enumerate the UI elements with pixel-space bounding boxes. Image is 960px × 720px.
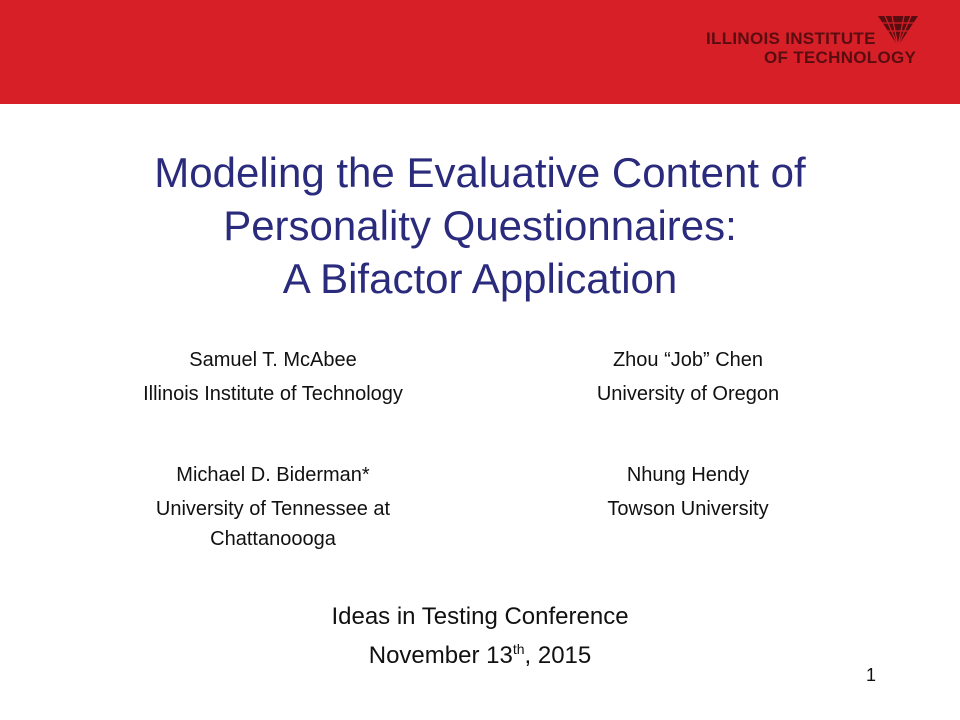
logo-text-line2: OF TECHNOLOGY	[764, 48, 917, 67]
author-name: Michael D. Biderman*	[176, 464, 370, 486]
conference-info	[180, 600, 780, 672]
slide-number: 1	[866, 665, 877, 685]
conference-date	[180, 633, 780, 672]
conference-name: Ideas in Testing Conference	[331, 603, 629, 630]
author-affiliation: University of Tennessee at Chattanoooga	[155, 498, 391, 550]
author-block	[508, 456, 868, 524]
author-block	[508, 341, 868, 409]
author-affiliation: University of Oregon	[596, 383, 780, 405]
date-ordinal: th	[512, 641, 525, 657]
author-affiliation: Towson University	[607, 498, 769, 520]
author-affiliation: Illinois Institute of Technology	[143, 383, 403, 405]
iit-logo	[706, 14, 952, 68]
author-name: Nhung Hendy	[626, 464, 750, 486]
author-name: Zhou “Job” Chen	[612, 349, 764, 371]
author-block	[93, 456, 453, 554]
author-name: Samuel T. McAbee	[189, 349, 357, 371]
title-line-3: A Bifactor Application	[282, 255, 678, 302]
title-line-1: Modeling the Evaluative Content of	[154, 149, 806, 196]
date-suffix: , 2015	[524, 642, 592, 669]
slide-title	[40, 146, 920, 305]
title-line-2: Personality Questionnaires:	[223, 202, 737, 249]
date-prefix: November 13	[368, 642, 513, 669]
header-banner	[0, 0, 960, 104]
author-block	[93, 341, 453, 409]
logo-text-line1: ILLINOIS INSTITUTE	[706, 29, 876, 48]
iit-logo-mark-icon	[876, 14, 920, 48]
